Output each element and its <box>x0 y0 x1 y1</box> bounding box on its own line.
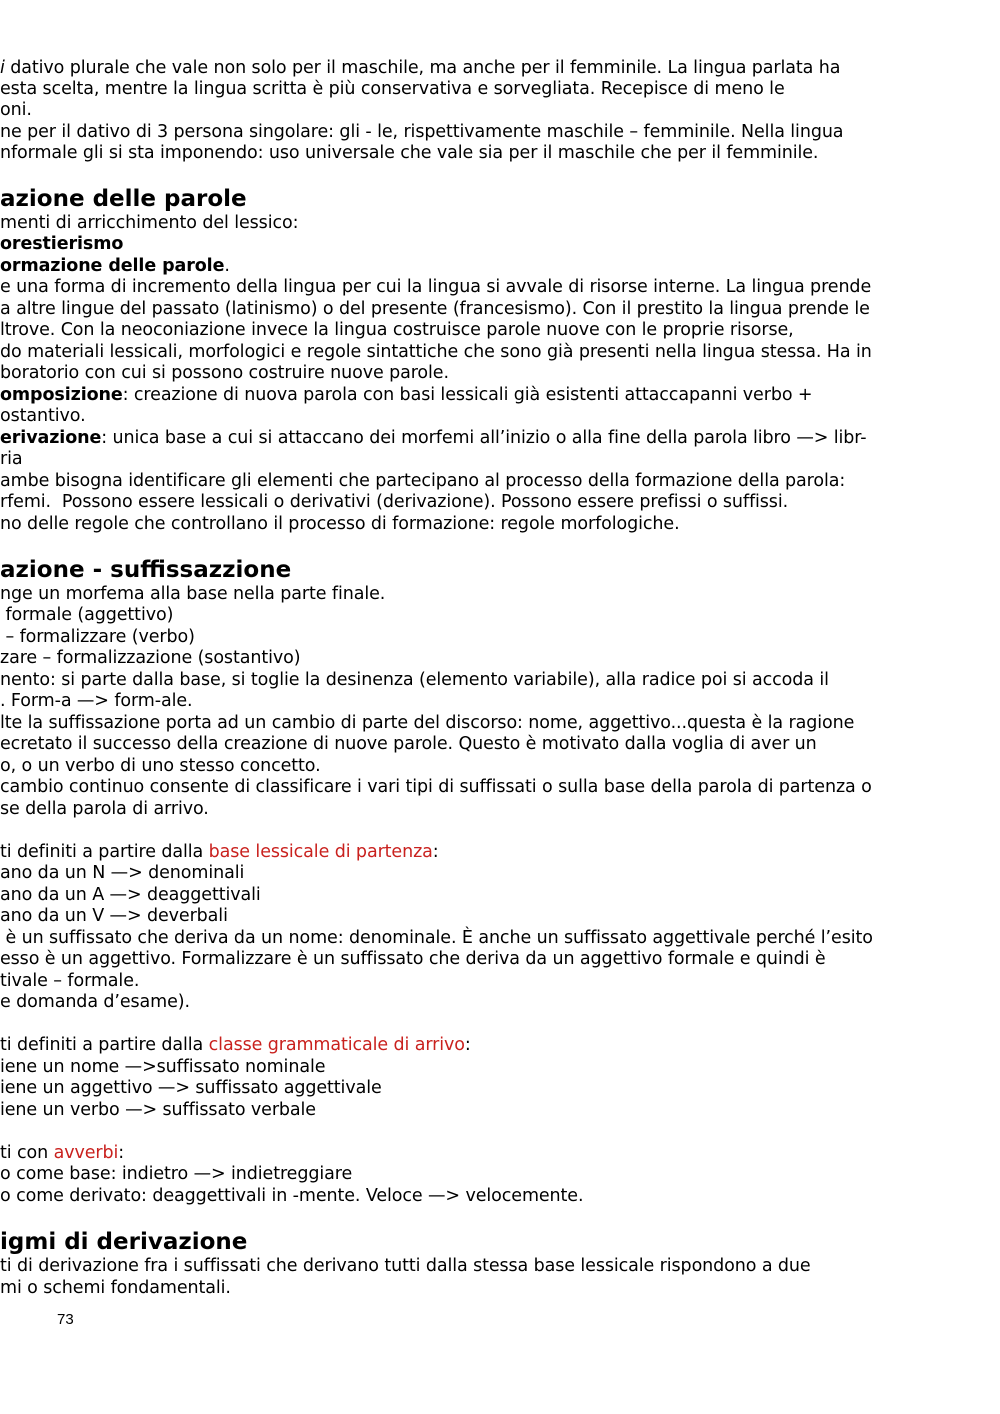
text-line <box>0 842 439 863</box>
text-line <box>0 691 192 712</box>
text-span: lte la suffissazione porta ad un cambio di parte del discorso: nome, aggettivo...questa è la ragione <box>0 713 855 733</box>
text-line <box>0 406 86 427</box>
text-span: ostantivo. <box>0 406 86 426</box>
text-span: iene un aggettivo —> suffissato aggettivale <box>0 1078 382 1098</box>
text-span: ano da un V —> deverbali <box>0 906 228 926</box>
text-line <box>0 1186 583 1207</box>
text-line <box>0 492 788 513</box>
bold-term: ormazione delle parole <box>0 256 225 276</box>
highlighted-term: classe grammaticale di arrivo <box>208 1035 465 1055</box>
text-span: esta scelta, mentre la lingua scritta è più conservativa e sorvegliata. Recepisce di meno le <box>0 79 785 99</box>
text-span: . Form-a —> form-ale. <box>0 691 193 711</box>
text-span: ti con <box>0 1143 54 1163</box>
text-span: mi o schemi fondamentali. <box>0 1278 231 1298</box>
text-line <box>0 971 139 992</box>
text-line <box>0 627 195 648</box>
text-line <box>0 1143 124 1164</box>
text-line <box>0 928 873 949</box>
text-span: e domanda d’esame). <box>0 992 190 1012</box>
text-span: nge un morfema alla base nella parte finale. <box>0 584 386 604</box>
text-line <box>0 122 843 143</box>
highlighted-term: avverbi <box>53 1143 119 1163</box>
text-span: ria <box>0 449 23 469</box>
text-span: ecretato il successo della creazione di nuove parole. Questo è motivato dalla voglia di aver un <box>0 734 817 754</box>
text-line <box>0 471 845 492</box>
text-span: igmi di derivazione <box>0 1229 248 1255</box>
text-line <box>0 1256 811 1277</box>
text-line <box>0 756 321 777</box>
text-line <box>0 256 230 277</box>
text-span: menti di arricchimento del lessico: <box>0 213 299 233</box>
text-span: ambe bisogna identificare gli elementi che partecipano al processo della formazione della parola: <box>0 471 846 491</box>
text-line <box>0 1278 231 1299</box>
bold-term: orestierismo <box>0 234 124 254</box>
text-line <box>0 584 385 605</box>
text-line <box>0 992 190 1013</box>
text-span: ltrove. Con la neoconiazione invece la lingua costruisce parole nuove con le proprie risorse, <box>0 320 794 340</box>
text-span: o, o un verbo di uno stesso concetto. <box>0 756 321 776</box>
text-line <box>0 79 785 100</box>
bold-term: omposizione <box>0 385 123 405</box>
text-span: o come base: indietro —> indietreggiare <box>0 1164 353 1184</box>
section-heading <box>0 556 291 584</box>
text-line <box>0 906 228 927</box>
text-line <box>0 428 867 449</box>
text-span: se della parola di arrivo. <box>0 799 209 819</box>
text-line <box>0 1078 382 1099</box>
text-line <box>0 713 854 734</box>
text-line <box>0 342 872 363</box>
text-span: rfemi. Possono essere lessicali o derivativi (derivazione). Possono essere prefissi o suffissi. <box>0 492 789 512</box>
text-line <box>0 777 872 798</box>
text-line <box>0 363 449 384</box>
text-line <box>0 234 123 255</box>
text-span: ano da un N —> denominali <box>0 863 245 883</box>
text-span: iene un nome —>suffissato nominale <box>0 1057 326 1077</box>
text-line <box>0 734 817 755</box>
highlighted-term: base lessicale di partenza <box>208 842 433 862</box>
text-span: boratorio con cui si possono costruire nuove parole. <box>0 363 449 383</box>
section-heading <box>0 185 247 213</box>
text-span: formale (aggettivo) <box>0 605 174 625</box>
text-span: ti di derivazione fra i suffissati che derivano tutti dalla stessa base lessicale rispondono a due <box>0 1256 811 1276</box>
text-span: : <box>432 842 439 862</box>
text-line <box>0 605 173 626</box>
text-span: azione delle parole <box>0 186 247 212</box>
text-span: oni. <box>0 100 32 120</box>
text-line <box>0 58 840 79</box>
text-span: do materiali lessicali, morfologici e regole sintattiche che sono già presenti nella lingua stessa. Ha in <box>0 342 872 362</box>
text-line <box>0 514 680 535</box>
text-line <box>0 1057 325 1078</box>
text-line <box>0 100 32 121</box>
text-span: azione - suffissazzione <box>0 557 292 583</box>
text-span: i <box>0 58 5 78</box>
text-span: tivale – formale. <box>0 971 140 991</box>
text-span: cambio continuo consente di classificare i vari tipi di suffissati o sulla base della parola di partenza o <box>0 777 872 797</box>
text-span: nento: si parte dalla base, si toglie la desinenza (elemento variabile), alla radice poi si accoda il <box>0 670 829 690</box>
text-span: ti definiti a partire dalla <box>0 1035 209 1055</box>
text-line <box>0 885 261 906</box>
text-span: – formalizzare (verbo) <box>0 627 195 647</box>
text-span: nformale gli si sta imponendo: uso universale che vale sia per il maschile che per il femminile. <box>0 143 819 163</box>
text-span: a altre lingue del passato (latinismo) o del presente (francesismo). Con il prestito la lingua prende le <box>0 299 870 319</box>
text-line <box>0 1035 471 1056</box>
text-span: ne per il dativo di 3 persona singolare: gli - le, rispettivamente maschile – femminile. Nella lingua <box>0 122 844 142</box>
text-line <box>0 277 871 298</box>
text-line <box>0 648 300 669</box>
text-line <box>0 1100 316 1121</box>
text-span: dativo plurale che vale non solo per il maschile, ma anche per il femminile. La lingua parlata ha <box>4 58 841 78</box>
text-line <box>0 670 829 691</box>
text-span: iene un verbo —> suffissato verbale <box>0 1100 316 1120</box>
text-line <box>0 799 209 820</box>
text-span: e una forma di incremento della lingua per cui la lingua si avvale di risorse interne. La lingua prende <box>0 277 872 297</box>
text-span: no delle regole che controllano il processo di formazione: regole morfologiche. <box>0 514 680 534</box>
section-heading <box>0 1228 247 1256</box>
text-span: . <box>224 256 230 276</box>
text-span: o come derivato: deaggettivali in -mente. Veloce —> velocemente. <box>0 1186 584 1206</box>
text-span: è un suffissato che deriva da un nome: denominale. È anche un suffissato aggettivale perché l’esito <box>0 928 873 948</box>
bold-term: erivazione <box>0 428 102 448</box>
text-line <box>0 449 22 470</box>
text-span: : creazione di nuova parola con basi lessicali già esistenti attaccapanni verbo + <box>122 385 813 405</box>
text-line <box>0 1164 352 1185</box>
page-number: 73 <box>57 1311 74 1328</box>
text-line <box>0 385 812 406</box>
text-span: : unica base a cui si attaccano dei morfemi all’inizio o alla fine della parola libro —> libr- <box>101 428 867 448</box>
text-span: zare – formalizzazione (sostantivo) <box>0 648 301 668</box>
text-line <box>0 863 244 884</box>
text-span: ti definiti a partire dalla <box>0 842 209 862</box>
text-line <box>0 949 826 970</box>
text-line <box>0 143 818 164</box>
text-span: : <box>464 1035 471 1055</box>
text-line <box>0 320 794 341</box>
text-line <box>0 299 870 320</box>
text-span: esso è un aggettivo. Formalizzare è un suffissato che deriva da un aggettivo formale e quindi è <box>0 949 826 969</box>
text-span: : <box>118 1143 125 1163</box>
text-span: ano da un A —> deaggettivali <box>0 885 261 905</box>
text-line <box>0 213 298 234</box>
